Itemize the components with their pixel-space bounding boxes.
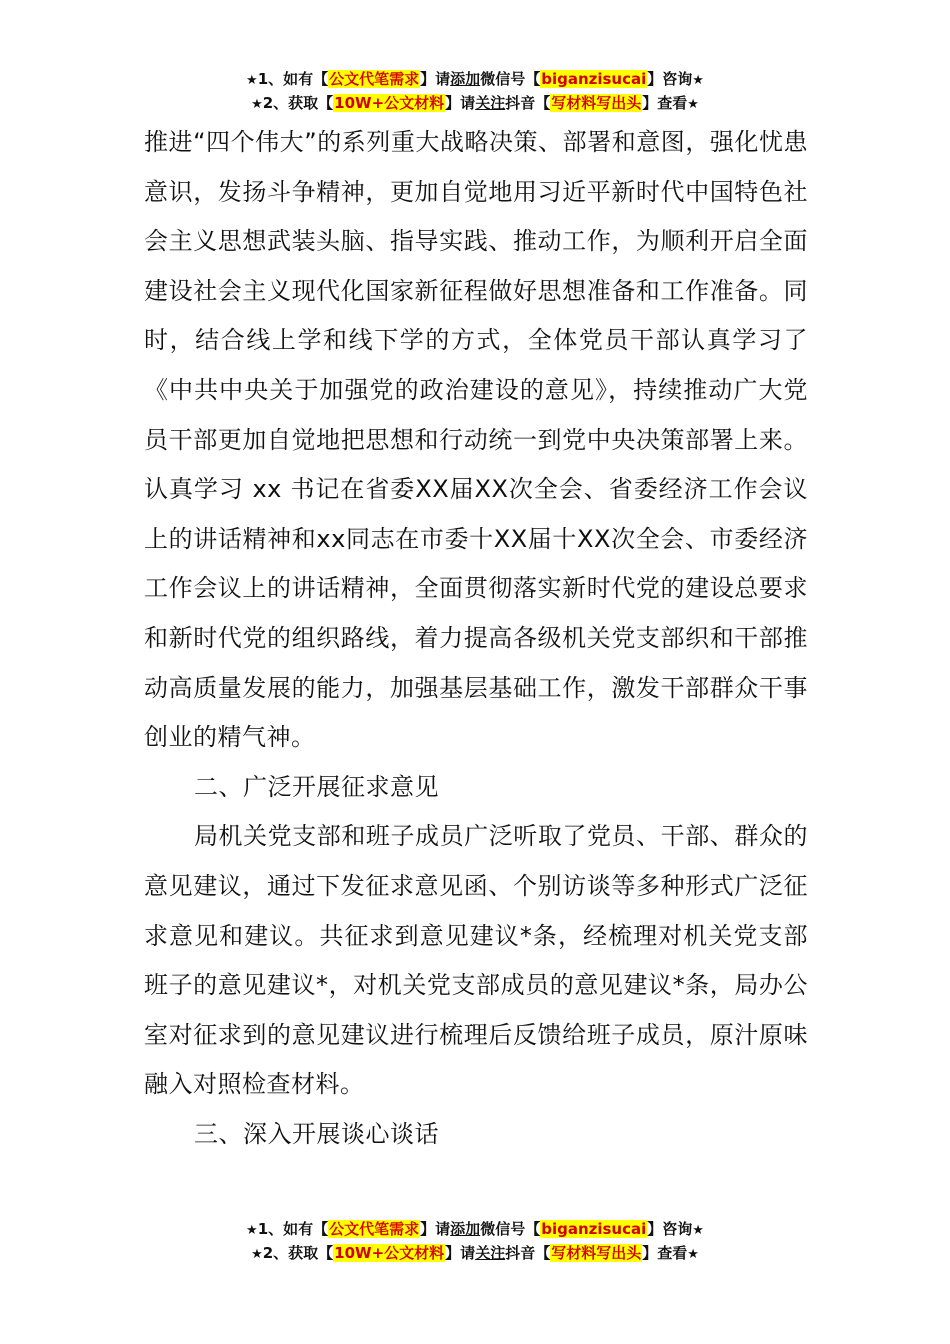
promo-underlined: 关注 xyxy=(475,94,506,112)
promo-highlight: 写材料写出头 xyxy=(551,1244,642,1262)
header-promo-banner xyxy=(0,67,950,115)
promo-text: 2、获取【 xyxy=(262,94,334,112)
promo-text: 1、如有【 xyxy=(257,1220,329,1238)
promo-underlined: 添加 xyxy=(450,1220,481,1238)
promo-text: 1、如有【 xyxy=(257,70,329,88)
document-body xyxy=(144,118,808,1159)
star-icon: ★ xyxy=(246,73,258,88)
promo-highlight: 公文代笔需求 xyxy=(329,1220,420,1238)
promo-text: 】请 xyxy=(445,1244,476,1262)
star-icon: ★ xyxy=(692,1223,704,1238)
section-heading-2: 二、广泛开展征求意见 xyxy=(194,772,439,801)
promo-line-2 xyxy=(0,1241,950,1265)
promo-text: 】咨询 xyxy=(647,70,693,88)
promo-underlined: 关注 xyxy=(475,1244,506,1262)
footer-promo-banner xyxy=(0,1217,950,1265)
promo-text: 2、获取【 xyxy=(262,1244,334,1262)
section-heading-3: 三、深入开展谈心谈话 xyxy=(194,1119,439,1148)
promo-highlight: 10W+公文材料 xyxy=(334,1244,445,1262)
promo-highlight: 写材料写出头 xyxy=(551,94,642,112)
star-icon: ★ xyxy=(692,73,704,88)
promo-underlined: 添加 xyxy=(450,70,481,88)
promo-line-1 xyxy=(0,67,950,91)
promo-text: 微信号【 xyxy=(480,1220,541,1238)
promo-text: 】请 xyxy=(445,94,476,112)
promo-line-2 xyxy=(0,91,950,115)
promo-highlight: 10W+公文材料 xyxy=(334,94,445,112)
promo-highlight: biganzisucai xyxy=(541,1220,647,1238)
promo-text: 】查看 xyxy=(642,1244,688,1262)
promo-text: 抖音【 xyxy=(505,94,551,112)
promo-text: 抖音【 xyxy=(505,1244,551,1262)
paragraph-continued: 推进“四个伟大”的系列重大战略决策、部署和意图，强化忧患意识，发扬斗争精神，更加自觉地用习近平新时代中国特色社会主义思想武装头脑、指导实践、推动工作，为顺利开启全面建设社会主义现代化国家新征程做好思想准备和工作准备。同时，结合线上学和线下学的方式，全体党员干部认真学习了《中共中央关于加强党的政治建设的意见》，持续推动广大党员干部更加自觉地把思想和行动统一到党中央决策部署上来。认真学习 xx 书记在省委XX届XX次全会、省委经济工作会议上的讲话精神和xx同志在市委十XX届十XX次全会、市委经济工作会议上的讲话精神，全面贯彻落实新时代党的建设总要求和新时代党的组织路线，着力提高各级机关党支部织和干部推动高质量发展的能力，加强基层基础工作，激发干部群众干事创业的精气神。 xyxy=(144,128,808,752)
star-icon: ★ xyxy=(246,1223,258,1238)
star-icon: ★ xyxy=(251,1247,263,1262)
promo-text: 】查看 xyxy=(642,94,688,112)
paragraph-section-2: 局机关党支部和班子成员广泛听取了党员、干部、群众的意见建议，通过下发征求意见函、个别访谈等多种形式广泛征求意见和建议。共征求到意见建议*条，经梳理对机关党支部班子的意见建议*，对机关党支部成员的意见建议*条，局办公室对征求到的意见建议进行梳理后反馈给班子成员，原汁原味融入对照检查材料。 xyxy=(144,822,808,1099)
promo-text: 】请 xyxy=(420,70,451,88)
promo-text: 微信号【 xyxy=(480,70,541,88)
star-icon: ★ xyxy=(687,97,699,112)
promo-highlight: 公文代笔需求 xyxy=(329,70,420,88)
star-icon: ★ xyxy=(687,1247,699,1262)
promo-text: 】请 xyxy=(420,1220,451,1238)
promo-text: 】咨询 xyxy=(647,1220,693,1238)
promo-line-1 xyxy=(0,1217,950,1241)
star-icon: ★ xyxy=(251,97,263,112)
promo-highlight: biganzisucai xyxy=(541,70,647,88)
